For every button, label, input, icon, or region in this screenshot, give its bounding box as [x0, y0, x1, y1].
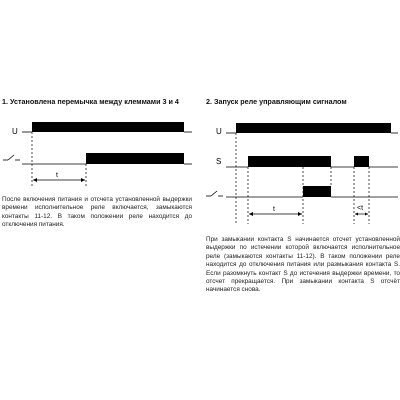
short-delay-label: <t	[357, 205, 364, 212]
diagram-2	[206, 123, 398, 224]
section1-title: 1. Установлена перемычка между клеммами 3 и 4	[2, 97, 179, 106]
diagram-1	[3, 122, 192, 186]
delay-label: t	[56, 172, 58, 179]
power-signal-label: U	[216, 127, 222, 136]
contact-symbol	[3, 155, 20, 160]
contact-bar	[86, 153, 184, 164]
control-pulse-2	[354, 156, 369, 167]
contact-symbol	[206, 191, 223, 196]
control-pulse-1	[248, 156, 331, 167]
contact-bar	[303, 186, 331, 197]
power-bar	[236, 123, 391, 133]
power-signal-label: U	[12, 127, 18, 136]
section2-description: При замыкании контакта S начинается отсчет установленной выдержки по истечении которой включается исполнительное реле (замыкаются контакты 11-12). В таком положении реле находится до отключения питания или размыкания контакта S. Если разомкнуть контакт S до истечения выдержки времени, то отсчет прекращается. При замыкании контакта S отсчёт начинается снова.	[206, 236, 400, 294]
control-signal-label: S	[216, 157, 222, 166]
section2-title: 2. Запуск реле управляющим сигналом	[206, 97, 347, 106]
delay-label: t	[273, 206, 275, 213]
section1-description: После включения питания и отсчета установленной выдержки времени исполнительное реле включается, замыкаются контакты 11-12. В таком положении реле находится до отключения питания.	[2, 196, 192, 229]
power-bar	[32, 122, 184, 132]
